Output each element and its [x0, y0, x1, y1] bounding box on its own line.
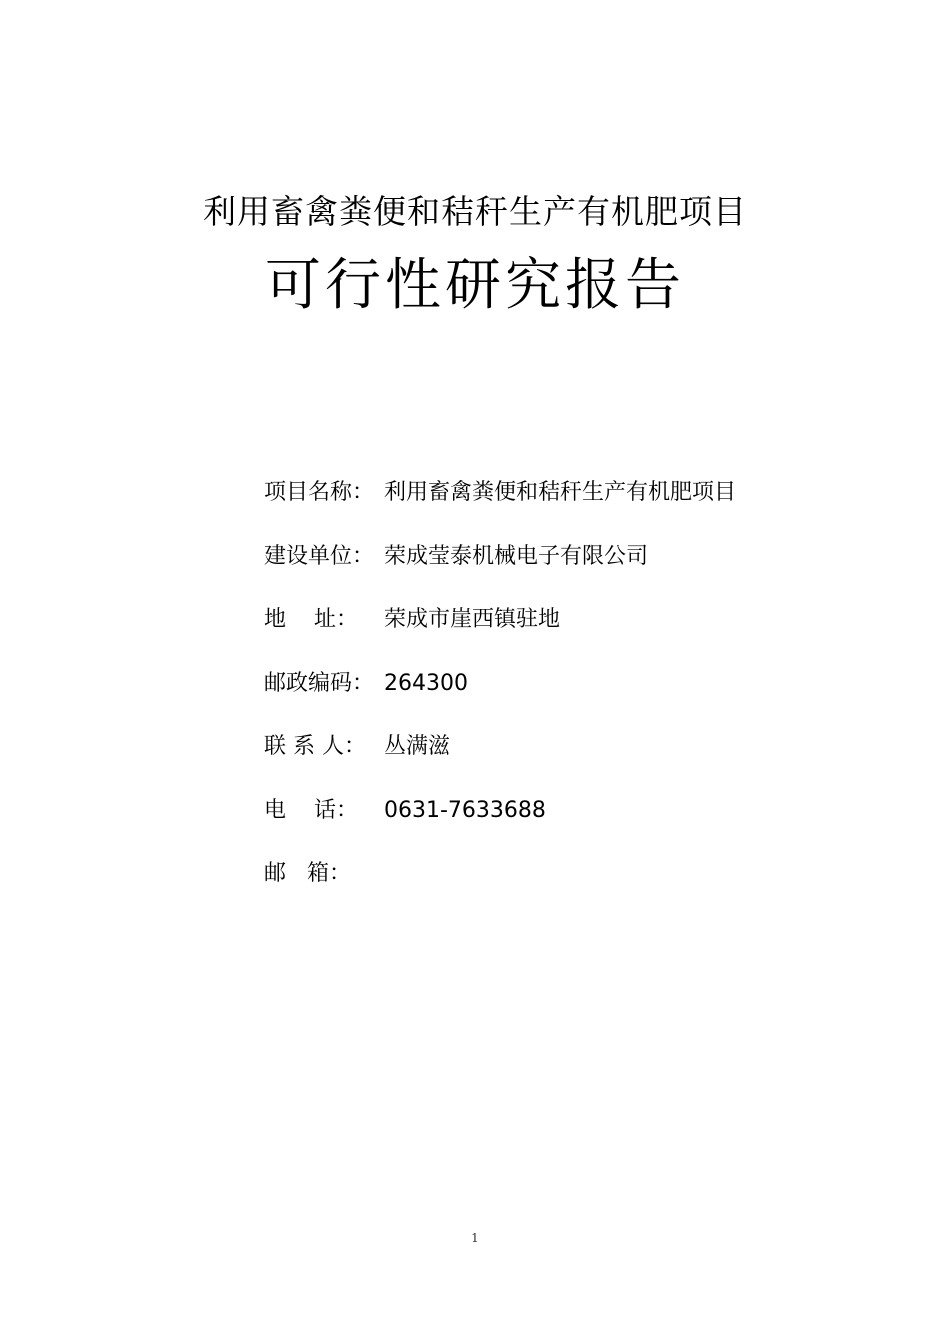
- document-title-line2: 可行性研究报告: [265, 253, 685, 318]
- field-value: 荣成莹泰机械电子有限公司: [384, 543, 649, 569]
- field-label: 电 话：: [264, 797, 358, 823]
- field-label: 邮 箱：: [264, 861, 351, 886]
- field-project-name: [264, 476, 904, 540]
- field-postal-code: [264, 667, 904, 731]
- field-value: 荣成市崖西镇驻地: [384, 607, 561, 632]
- field-phone: [264, 794, 904, 858]
- document-title-line1: 利用畜禽粪便和秸秆生产有机肥项目: [203, 192, 747, 231]
- field-contact-person: [264, 730, 904, 794]
- field-address: [264, 603, 904, 667]
- field-label: 建设单位：: [264, 543, 375, 569]
- field-value: 0631-7633688: [384, 797, 546, 823]
- field-email: [264, 857, 904, 921]
- field-label: 联 系 人：: [264, 734, 366, 759]
- field-value: 利用畜禽粪便和秸秆生产有机肥项目: [384, 480, 737, 505]
- field-value: 264300: [384, 670, 468, 696]
- field-value: 丛满滋: [384, 734, 451, 759]
- project-info-block: [264, 476, 904, 921]
- field-label: 地 址：: [264, 607, 358, 632]
- field-construction-unit: [264, 540, 904, 604]
- field-label: 邮政编码：: [264, 670, 375, 696]
- page-number: 1: [471, 1231, 479, 1245]
- field-label: 项目名称：: [264, 480, 375, 505]
